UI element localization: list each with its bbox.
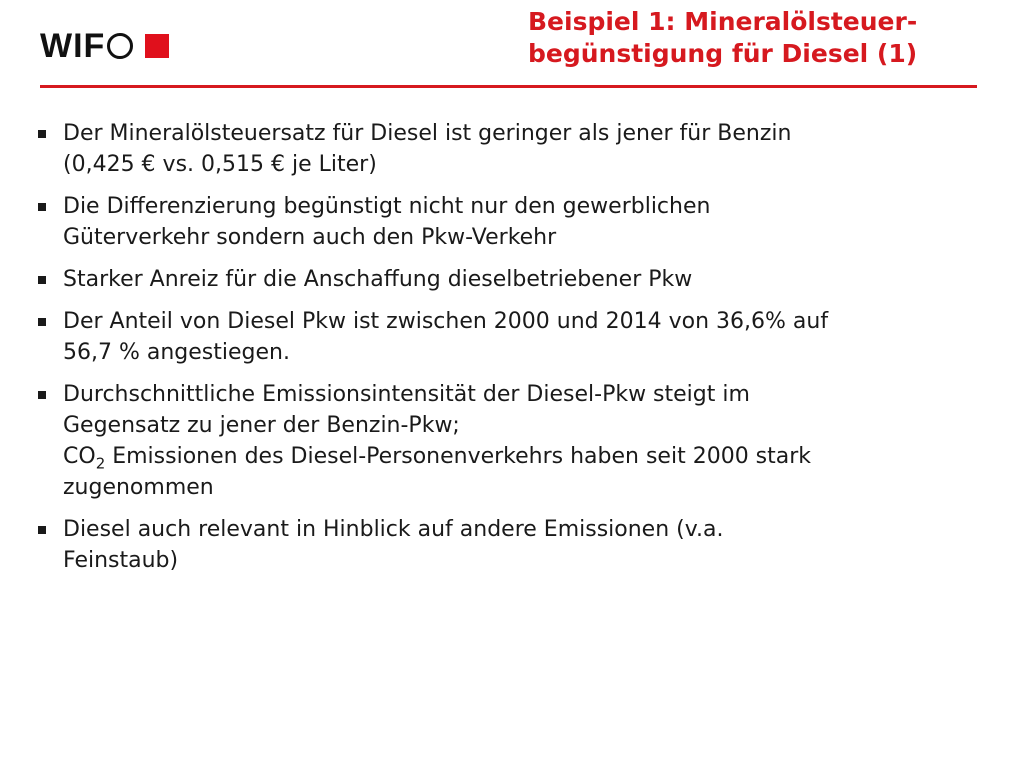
bullet-text: Güterverkehr sondern auch den Pkw-Verkehr bbox=[63, 225, 557, 250]
bullet-item bbox=[34, 379, 984, 503]
co2-rest: Emissionen des Diesel-Personenverkehrs haben seit 2000 stark bbox=[105, 444, 812, 469]
square-bullet-icon bbox=[38, 130, 46, 138]
bullet-item bbox=[34, 191, 984, 253]
bullet-text: Gegensatz zu jener der Benzin-Pkw; bbox=[63, 413, 460, 438]
co2-subscript: 2 bbox=[95, 454, 106, 473]
logo-circle-icon bbox=[107, 33, 133, 59]
logo-red-square-icon bbox=[145, 34, 169, 58]
square-bullet-icon bbox=[38, 203, 46, 211]
square-bullet-icon bbox=[38, 276, 46, 284]
square-bullet-icon bbox=[38, 318, 46, 326]
bullet-text: (0,425 € vs. 0,515 € je Liter) bbox=[63, 152, 377, 177]
slide-title-line-2: begünstigung für Diesel (1) bbox=[528, 39, 918, 68]
logo-text: WIF bbox=[40, 27, 106, 65]
bullet-text: Der Mineralölsteuersatz für Diesel ist geringer als jener für Benzin bbox=[63, 121, 792, 146]
bullet-item bbox=[34, 118, 984, 180]
bullet-text: zugenommen bbox=[63, 475, 214, 500]
title-divider bbox=[40, 85, 977, 88]
bullet-list bbox=[34, 118, 984, 587]
bullet-text: Starker Anreiz für die Anschaffung dieselbetriebener Pkw bbox=[63, 267, 693, 292]
bullet-item bbox=[34, 306, 984, 368]
bullet-text: Diesel auch relevant in Hinblick auf andere Emissionen (v.a. bbox=[63, 517, 724, 542]
slide-title bbox=[528, 6, 978, 70]
slide-title-line-1: Beispiel 1: Mineralölsteuer- bbox=[528, 7, 918, 36]
bullet-item bbox=[34, 264, 984, 295]
bullet-text-co2 bbox=[63, 441, 984, 472]
bullet-text: Durchschnittliche Emissionsintensität der Diesel-Pkw steigt im bbox=[63, 382, 750, 407]
bullet-text: Die Differenzierung begünstigt nicht nur den gewerblichen bbox=[63, 194, 711, 219]
wifo-logo bbox=[40, 28, 169, 64]
square-bullet-icon bbox=[38, 391, 46, 399]
bullet-text: Der Anteil von Diesel Pkw ist zwischen 2000 und 2014 von 36,6% auf bbox=[63, 309, 829, 334]
bullet-text: 56,7 % angestiegen. bbox=[63, 340, 290, 365]
bullet-text: Feinstaub) bbox=[63, 548, 179, 573]
bullet-item bbox=[34, 514, 984, 576]
square-bullet-icon bbox=[38, 526, 46, 534]
co2-prefix: CO bbox=[63, 444, 96, 469]
